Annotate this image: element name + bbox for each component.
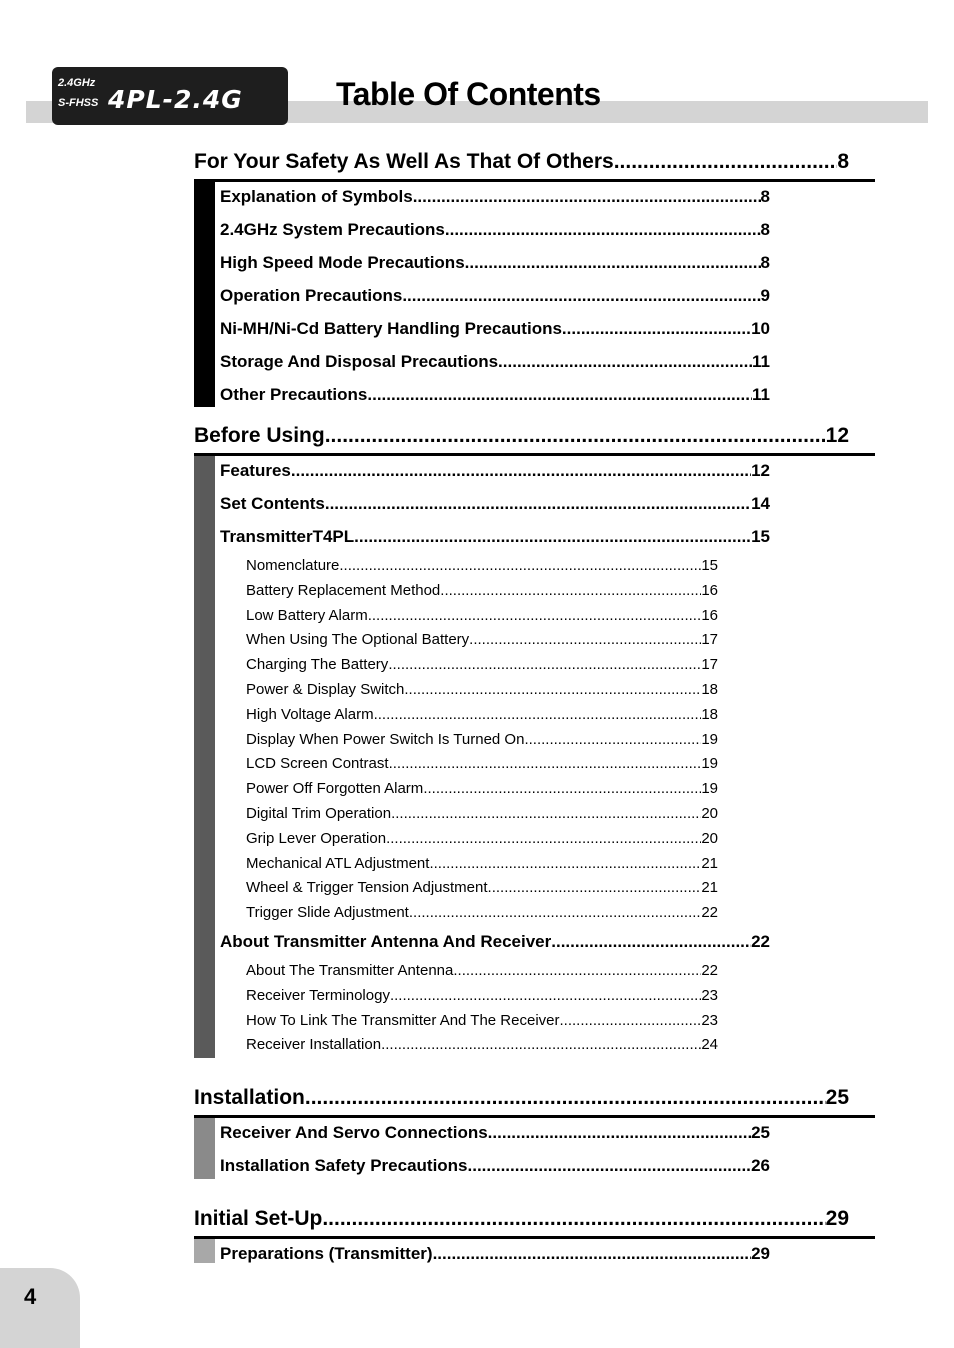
toc-entry[interactable]	[220, 286, 770, 306]
toc-subentry[interactable]	[246, 805, 718, 823]
entry-label: Power Off Forgotten Alarm	[246, 780, 424, 797]
dot-leader	[445, 220, 761, 240]
toc-subentry[interactable]	[246, 879, 718, 897]
entry-page: 18	[701, 681, 718, 698]
section-heading[interactable]	[194, 148, 875, 182]
entry-page: 19	[701, 755, 718, 772]
dot-leader	[390, 987, 701, 1005]
dot-leader	[423, 780, 701, 798]
toc-entry[interactable]	[220, 461, 770, 481]
entry-label: LCD Screen Contrast	[246, 755, 389, 772]
entry-label: Other Precautions	[220, 385, 368, 404]
dot-leader	[498, 352, 752, 372]
dot-leader	[440, 582, 701, 600]
entry-label: Set Contents	[220, 494, 325, 513]
toc-subentry[interactable]	[246, 855, 718, 873]
entry-page: 8	[760, 187, 770, 206]
entry-label: 2.4GHz System Precautions	[220, 220, 445, 239]
entry-page: 8	[760, 220, 770, 239]
entry-label: Low Battery Alarm	[246, 607, 368, 624]
toc-subentry[interactable]	[246, 656, 718, 674]
entry-label: How To Link The Transmitter And The Receiver	[246, 1012, 560, 1029]
entry-label: Explanation of Symbols	[220, 187, 413, 206]
entry-label: Battery Replacement Method	[246, 582, 441, 599]
entry-label: Grip Lever Operation	[246, 830, 387, 847]
product-logo	[52, 67, 288, 125]
entry-page: 11	[752, 352, 770, 371]
page-title: Table Of Contents	[336, 76, 601, 112]
toc-entry[interactable]	[220, 220, 770, 240]
entry-page: 25	[751, 1123, 770, 1142]
toc-subentry[interactable]	[246, 607, 718, 625]
dot-leader	[465, 253, 761, 273]
entry-page: 10	[751, 319, 770, 338]
dot-leader	[381, 1036, 701, 1054]
entry-label: Features	[220, 461, 291, 480]
entry-label: Trigger Slide Adjustment	[246, 904, 409, 921]
page-number-tab	[0, 1268, 80, 1348]
section-page: 29	[825, 1207, 849, 1230]
entry-page: 29	[751, 1244, 770, 1263]
dot-leader	[488, 879, 702, 897]
dot-leader	[468, 1156, 752, 1176]
entry-page: 20	[701, 830, 718, 847]
logo-frequency-text: 2.4GHz	[58, 77, 96, 89]
entry-label: About Transmitter Antenna And Receiver	[220, 932, 552, 951]
entry-label: Installation Safety Precautions	[220, 1156, 468, 1175]
entry-label: Charging The Battery	[246, 656, 389, 673]
entry-label: When Using The Optional Battery	[246, 631, 470, 648]
entry-page: 15	[701, 557, 718, 574]
entry-page: 22	[701, 904, 718, 921]
toc-entry[interactable]	[220, 253, 770, 273]
entry-page: 17	[701, 656, 718, 673]
dot-leader	[325, 494, 751, 514]
toc-subentry[interactable]	[246, 904, 718, 922]
toc-subentry[interactable]	[246, 755, 718, 773]
entry-page: 12	[751, 461, 770, 480]
section-heading[interactable]	[194, 422, 875, 456]
entry-page: 24	[701, 1036, 718, 1053]
section-title: Initial Set-Up	[194, 1207, 323, 1230]
toc-subentry[interactable]	[246, 731, 718, 749]
entry-page: 16	[701, 607, 718, 624]
entry-label: Display When Power Switch Is Turned On	[246, 731, 525, 748]
entry-label: Power & Display Switch	[246, 681, 405, 698]
entry-page: 23	[701, 1012, 718, 1029]
section-bar-light-gray	[194, 1239, 215, 1263]
entry-label: TransmitterT4PL	[220, 527, 355, 546]
dot-leader	[453, 962, 701, 980]
toc-subentry[interactable]	[246, 1036, 718, 1054]
toc-entry[interactable]	[220, 1156, 770, 1176]
entry-page: 21	[701, 855, 718, 872]
toc-subentry[interactable]	[246, 987, 718, 1005]
section-page: 8	[837, 150, 849, 173]
entry-label: About The Transmitter Antenna	[246, 962, 454, 979]
dot-leader	[388, 656, 701, 674]
dot-leader	[409, 904, 701, 922]
dot-leader	[367, 385, 752, 405]
entry-page: 14	[751, 494, 770, 513]
toc-subentry[interactable]	[246, 557, 718, 575]
entry-label: Receiver Installation	[246, 1036, 382, 1053]
section-title: Before Using	[194, 424, 325, 447]
dot-leader	[374, 706, 702, 724]
dot-leader	[305, 1086, 826, 1110]
entry-page: 20	[701, 805, 718, 822]
entry-page: 23	[701, 987, 718, 1004]
toc-subentry[interactable]	[246, 681, 718, 699]
section-heading[interactable]	[194, 1084, 875, 1118]
section-heading[interactable]	[194, 1205, 875, 1239]
entry-page: 18	[701, 706, 718, 723]
section-page: 25	[825, 1086, 849, 1109]
page-number: 4	[24, 1284, 37, 1309]
dot-leader	[469, 631, 701, 649]
toc-subentry[interactable]	[246, 582, 718, 600]
toc-entry[interactable]	[220, 352, 770, 372]
entry-page: 16	[701, 582, 718, 599]
toc-entry[interactable]	[220, 1244, 770, 1264]
dot-leader	[386, 830, 701, 848]
entry-label: High Voltage Alarm	[246, 706, 374, 723]
logo-sfhss-text: S-FHSS	[58, 97, 99, 109]
section-title: Installation	[194, 1086, 305, 1109]
toc-subentry[interactable]	[246, 706, 718, 724]
section-title: For Your Safety As Well As That Of Others	[194, 150, 614, 173]
entry-page: 19	[701, 731, 718, 748]
dot-leader	[339, 557, 701, 575]
dot-leader	[488, 1123, 751, 1143]
dot-leader	[559, 1012, 701, 1030]
dot-leader	[433, 1244, 752, 1264]
dot-leader	[524, 731, 701, 749]
dot-leader	[368, 607, 702, 625]
dot-leader	[291, 461, 751, 481]
section-page: 12	[825, 424, 849, 447]
entry-label: Ni-MH/Ni-Cd Battery Handling Precautions	[220, 319, 562, 338]
dot-leader	[614, 150, 838, 174]
entry-page: 22	[701, 962, 718, 979]
toc-entry[interactable]	[220, 385, 770, 405]
toc-entry[interactable]	[220, 527, 770, 547]
entry-page: 19	[701, 780, 718, 797]
entry-page: 21	[701, 879, 718, 896]
dot-leader	[391, 805, 701, 823]
toc-subentry[interactable]	[246, 780, 718, 798]
entry-page: 15	[751, 527, 770, 546]
dot-leader	[322, 1207, 825, 1231]
toc-entry[interactable]	[220, 1123, 770, 1143]
entry-label: Storage And Disposal Precautions	[220, 352, 499, 371]
entry-label: High Speed Mode Precautions	[220, 253, 465, 272]
dot-leader	[402, 286, 760, 306]
entry-label: Receiver Terminology	[246, 987, 390, 1004]
dot-leader	[551, 932, 751, 952]
toc-entry[interactable]	[220, 187, 770, 207]
logo-model-text: 4PL-2.4G	[108, 85, 243, 114]
dot-leader	[404, 681, 701, 699]
entry-page: 22	[751, 932, 770, 951]
entry-page: 11	[752, 385, 770, 404]
entry-label: Operation Precautions	[220, 286, 403, 305]
toc-subentry[interactable]	[246, 631, 718, 649]
dot-leader	[325, 424, 826, 448]
entry-label: Mechanical ATL Adjustment	[246, 855, 430, 872]
section-bar-mid-gray	[194, 1118, 215, 1179]
toc-entry[interactable]	[220, 319, 770, 339]
entry-page: 9	[760, 286, 770, 305]
entry-page: 26	[751, 1156, 770, 1175]
toc-subentry[interactable]	[246, 962, 718, 980]
dot-leader	[354, 527, 751, 547]
toc-entry[interactable]	[220, 494, 770, 514]
toc-entry[interactable]	[220, 932, 770, 952]
entry-label: Wheel & Trigger Tension Adjustment	[246, 879, 488, 896]
entry-label: Digital Trim Operation	[246, 805, 392, 822]
toc-subentry[interactable]	[246, 1012, 718, 1030]
section-bar-dark-gray	[194, 456, 215, 1058]
entry-label: Receiver And Servo Connections	[220, 1123, 488, 1142]
section-bar-black	[194, 182, 215, 407]
toc-subentry[interactable]	[246, 830, 718, 848]
dot-leader	[429, 855, 701, 873]
dot-leader	[562, 319, 751, 339]
entry-label: Preparations (Transmitter)	[220, 1244, 433, 1263]
entry-page: 17	[701, 631, 718, 648]
entry-page: 8	[760, 253, 770, 272]
dot-leader	[389, 755, 702, 773]
dot-leader	[413, 187, 761, 207]
entry-label: Nomenclature	[246, 557, 340, 574]
